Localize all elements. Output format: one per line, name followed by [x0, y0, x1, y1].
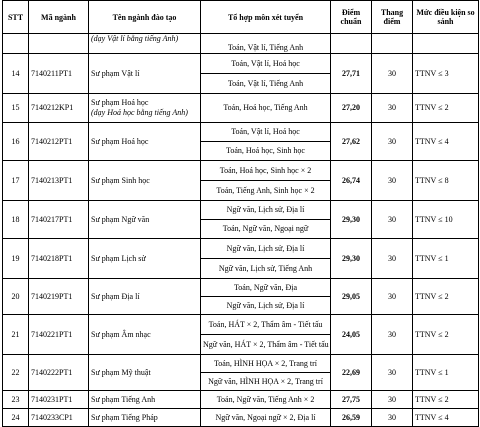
- row-scale: 30: [372, 94, 413, 123]
- row-code: 7140212PT1: [29, 123, 89, 161]
- row-code: 7140221PT1: [29, 315, 89, 355]
- row-name-sub: (dạy Hoá học bằng tiếng Anh): [91, 108, 188, 117]
- table-row: [3, 239, 479, 259]
- row-combo: Ngữ văn, HÌNH HỌA × 2, Trang trí: [201, 373, 331, 391]
- row-score: 27,71: [331, 54, 372, 94]
- row-condition: TTNV ≤ 8: [413, 161, 479, 201]
- row-name: Sư phạm Tiếng Anh: [91, 394, 156, 404]
- row-combo: Ngữ văn, Ngoại ngữ × 2, Địa lí: [201, 409, 331, 427]
- table-row: [3, 355, 479, 373]
- row-combo: Toán, Vật lí, Hoá học: [201, 54, 331, 74]
- table-row: [3, 409, 479, 427]
- row-name: Sư phạm Tiếng Pháp: [91, 412, 158, 422]
- row-stt: 23: [3, 391, 29, 409]
- header-name: Tên ngành đào tạo: [89, 1, 201, 34]
- row-name: Sư phạm Hoá học: [91, 98, 149, 107]
- row-combo: Ngữ văn, HÁT × 2, Thẩm âm - Tiết tấu: [201, 335, 331, 355]
- row-name-cell: [89, 409, 201, 427]
- row-name-cell: [89, 315, 201, 355]
- continuation-combo: Toán, Vật lí, Tiếng Anh: [201, 34, 331, 54]
- header-row: [3, 1, 479, 34]
- row-combo: Toán, Hoá học, Sinh học: [201, 142, 331, 161]
- row-stt: 18: [3, 201, 29, 239]
- row-combo: Toán, Vật lí, Hoá học: [201, 123, 331, 142]
- table-row: [3, 94, 479, 123]
- row-name-cell: [89, 54, 201, 94]
- row-condition: TTNV ≤ 10: [413, 201, 479, 239]
- row-code: 7140211PT1: [29, 54, 89, 94]
- row-combo: Toán, Hoá học, Tiếng Anh: [201, 94, 331, 123]
- row-name-cell: [89, 94, 201, 123]
- row-condition: TTNV ≤ 2: [413, 94, 479, 123]
- row-scale: 30: [372, 161, 413, 201]
- row-condition: TTNV ≤ 2: [413, 279, 479, 315]
- header-stt: STT: [3, 1, 29, 34]
- row-name: Sư phạm Lịch sử: [91, 253, 146, 263]
- table-row: [3, 279, 479, 297]
- header-code: Mã ngành: [29, 1, 89, 34]
- row-stt: 20: [3, 279, 29, 315]
- row-score: 26,59: [331, 409, 372, 427]
- row-stt: 24: [3, 409, 29, 427]
- row-combo: Toán, Ngữ văn, Địa: [201, 279, 331, 297]
- continuation-row: [3, 34, 479, 54]
- row-name-cell: [89, 279, 201, 315]
- row-stt: 16: [3, 123, 29, 161]
- row-score: 27,75: [331, 391, 372, 409]
- row-name-cell: [89, 355, 201, 391]
- row-name: Sư phạm Sinh học: [91, 175, 150, 185]
- table-row: [3, 201, 479, 220]
- header-condition: Mức điều kiện so sánh: [413, 1, 479, 34]
- header-scale: Thang điểm: [372, 1, 413, 34]
- row-combo: Toán, Hoá học, Sinh học × 2: [201, 161, 331, 181]
- row-scale: 30: [372, 279, 413, 315]
- row-score: 24,05: [331, 315, 372, 355]
- table-row: [3, 161, 479, 181]
- row-combo: Toán, Vật lí, Tiếng Anh: [201, 74, 331, 94]
- row-stt: 19: [3, 239, 29, 279]
- row-combo: Toán, HÌNH HỌA × 2, Trang trí: [201, 355, 331, 373]
- row-combo: Toán, Ngữ văn, Ngoại ngữ: [201, 220, 331, 239]
- row-condition: TTNV ≤ 4: [413, 409, 479, 427]
- row-code: 7140219PT1: [29, 279, 89, 315]
- row-name: Sư phạm Địa lí: [91, 291, 140, 301]
- row-code: 7140212KP1: [29, 94, 89, 123]
- row-stt: 17: [3, 161, 29, 201]
- continuation-name-sub: (dạy Vật lí bằng tiếng Anh): [91, 34, 179, 43]
- row-score: 27,20: [331, 94, 372, 123]
- row-name: Sư phạm Hoá học: [91, 136, 149, 146]
- row-name-cell: [89, 123, 201, 161]
- row-combo: Toán, HÁT × 2, Thẩm âm - Tiết tấu: [201, 315, 331, 335]
- row-score: 29,30: [331, 239, 372, 279]
- table-row: [3, 391, 479, 409]
- row-combo: Toán, Tiếng Anh, Sinh học × 2: [201, 181, 331, 201]
- row-condition: TTNV ≤ 3: [413, 54, 479, 94]
- row-name-cell: [89, 391, 201, 409]
- row-condition: TTNV ≤ 1: [413, 239, 479, 279]
- row-scale: 30: [372, 54, 413, 94]
- row-condition: TTNV ≤ 1: [413, 355, 479, 391]
- header-score: Điểm chuẩn: [331, 1, 372, 34]
- row-name: Sư phạm Mỹ thuật: [91, 367, 151, 377]
- header-combo: Tổ hợp môn xét tuyển: [201, 1, 331, 34]
- row-scale: 30: [372, 201, 413, 239]
- row-combo: Ngữ văn, Lịch sử, Địa lí: [201, 297, 331, 315]
- row-name: Sư phạm Âm nhạc: [91, 329, 151, 339]
- row-combo: Ngữ văn, Lịch sử, Địa lí: [201, 201, 331, 220]
- row-scale: 30: [372, 391, 413, 409]
- row-score: 22,69: [331, 355, 372, 391]
- row-score: 29,30: [331, 201, 372, 239]
- row-scale: 30: [372, 315, 413, 355]
- row-code: 7140222PT1: [29, 355, 89, 391]
- admission-scores-table: [2, 0, 479, 427]
- table-row: [3, 54, 479, 74]
- row-stt: 15: [3, 94, 29, 123]
- table-row: [3, 123, 479, 142]
- row-scale: 30: [372, 409, 413, 427]
- row-name-cell: [89, 201, 201, 239]
- row-score: 29,05: [331, 279, 372, 315]
- row-stt: 22: [3, 355, 29, 391]
- row-code: 7140233CP1: [29, 409, 89, 427]
- row-code: 7140213PT1: [29, 161, 89, 201]
- row-combo: Ngữ văn, Lịch sử, Địa lí: [201, 239, 331, 259]
- row-name-cell: [89, 239, 201, 279]
- row-condition: TTNV ≤ 2: [413, 391, 479, 409]
- row-condition: TTNV ≤ 4: [413, 123, 479, 161]
- row-name: Sư phạm Ngữ văn: [91, 214, 150, 224]
- row-condition: TTNV ≤ 2: [413, 315, 479, 355]
- row-code: 7140218PT1: [29, 239, 89, 279]
- row-scale: 30: [372, 123, 413, 161]
- row-scale: 30: [372, 355, 413, 391]
- row-name-cell: [89, 161, 201, 201]
- row-score: 27,62: [331, 123, 372, 161]
- row-stt: 14: [3, 54, 29, 94]
- row-combo: Toán, Ngữ văn, Tiếng Anh × 2: [201, 391, 331, 409]
- row-code: 7140217PT1: [29, 201, 89, 239]
- row-scale: 30: [372, 239, 413, 279]
- row-combo: Ngữ văn, Lịch sử, Tiếng Anh: [201, 259, 331, 279]
- row-code: 7140231PT1: [29, 391, 89, 409]
- table-row: [3, 315, 479, 335]
- row-score: 26,74: [331, 161, 372, 201]
- row-name: Sư phạm Vật lí: [91, 68, 140, 78]
- row-stt: 21: [3, 315, 29, 355]
